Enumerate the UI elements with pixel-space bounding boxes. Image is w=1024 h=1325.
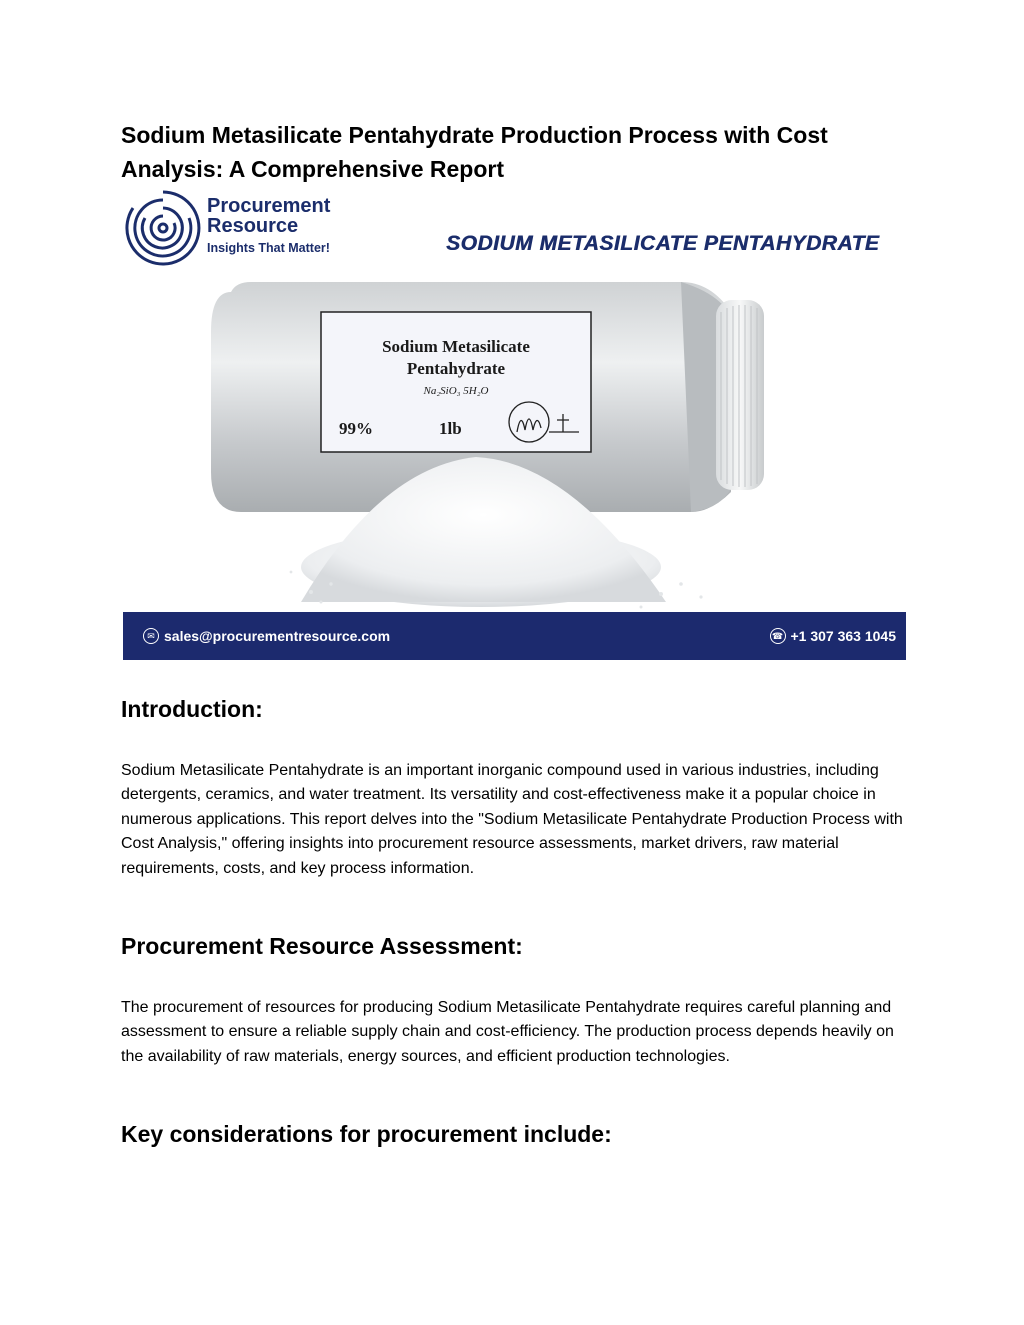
bottle-weight: 1lb [439,419,462,438]
product-banner [123,188,906,660]
considerations-heading: Key considerations for procurement include: [121,1121,612,1147]
mail-icon: ✉ [143,628,159,644]
bottle-label-line2: Pentahydrate [406,359,506,378]
bottle-formula: Na₂SiO₃ 5H₂O [423,385,489,397]
bottle-purity: 99% [339,419,373,438]
phone-text: +1 307 363 1045 [790,628,896,644]
product-heading: SODIUM METASILICATE PENTAHYDRATE [446,232,880,255]
contact-phone[interactable] [770,612,897,660]
logo-maze-icon [123,188,203,268]
logo-name-line1: Procurement [207,195,331,217]
assessment-heading: Procurement Resource Assessment: [121,933,523,959]
assessment-body: The procurement of resources for producing Sodium Metasilicate Pentahydrate requires careful planning and assessment to ensure a reliable supply chain and cost-efficiency. The production process depends heavily on the availability of raw materials, energy sources, and efficient production technologies. [121,999,894,1065]
logo-tagline: Insights That Matter! [207,241,330,255]
procurement-resource-logo [123,188,383,268]
introduction-body: Sodium Metasilicate Pentahydrate is an important inorganic compound used in various industries, including detergents, ceramics, and water treatment. Its versatility and cost-effectiveness make it a popular choice in numerous applications. This report delves into the "Sodium Metasilicate Pentahydrate Production Process with Cost Analysis," offering insights into procurement resource assessments, market drivers, raw material requirements, costs, and key process information. [121,762,903,877]
email-text: sales@procurementresource.com [164,628,391,644]
contact-email[interactable] [143,612,390,660]
document-title: Sodium Metasilicate Pentahydrate Production Process with Cost Analysis: A Comprehensive Report [121,122,828,182]
logo-name-line2: Resource [207,215,299,237]
contact-bar [123,612,906,660]
bottle-label-line1: Sodium Metasilicate [382,337,530,356]
phone-icon: ☎ [770,628,786,644]
product-bottle-image [211,272,771,612]
introduction-heading: Introduction: [121,696,263,722]
